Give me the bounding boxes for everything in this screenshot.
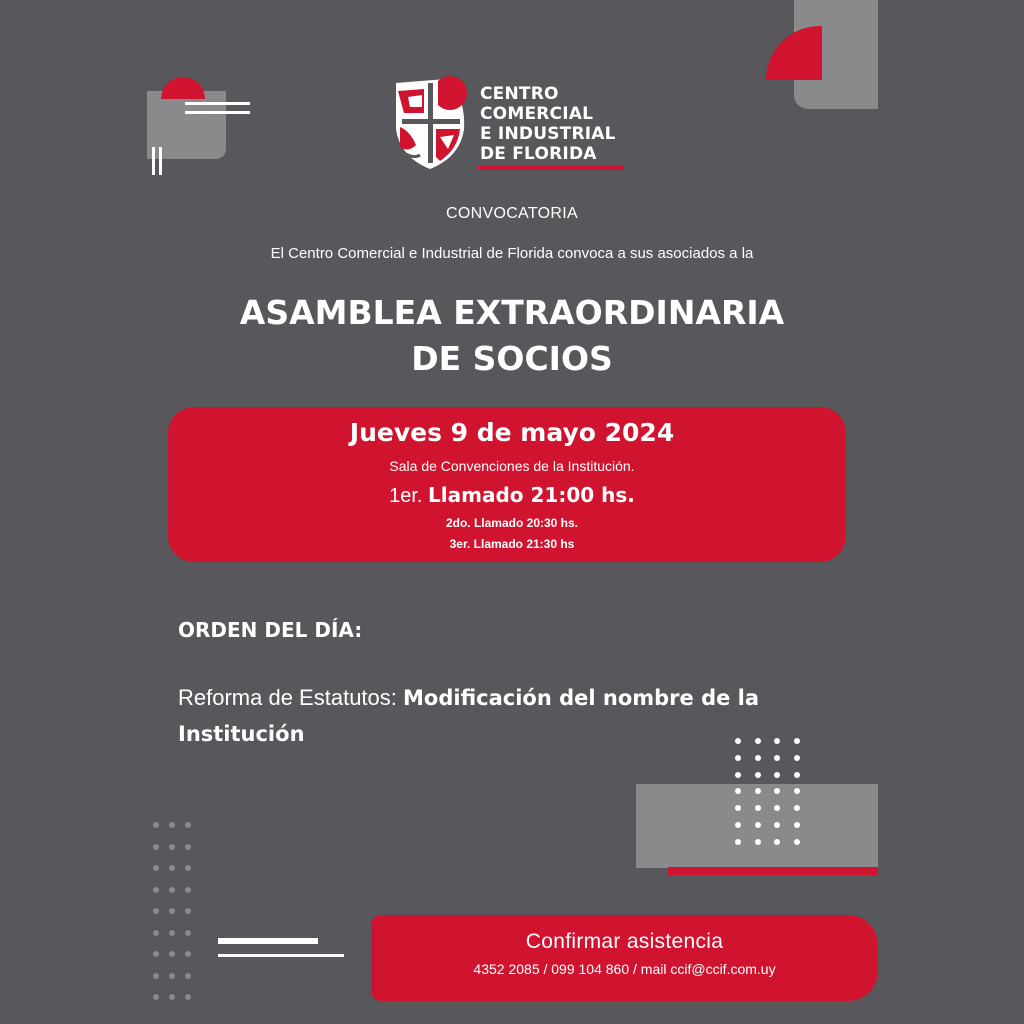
logo-line: CENTRO <box>480 84 559 104</box>
page-title <box>0 290 1024 382</box>
event-date: Jueves 9 de mayo 2024 <box>349 418 675 447</box>
decorative-dot <box>153 908 159 914</box>
decorative-dot <box>185 844 191 850</box>
decorative-dot <box>794 805 800 811</box>
decorative-red-semicircle <box>161 77 205 99</box>
decorative-dot <box>755 822 761 828</box>
decorative-dot <box>735 822 741 828</box>
decorative-dot <box>169 930 175 936</box>
decorative-dot <box>153 865 159 871</box>
logo-emblem-icon <box>390 73 470 171</box>
decorative-dot <box>169 865 175 871</box>
decorative-dot-grid <box>735 738 813 856</box>
decorative-dot <box>735 772 741 778</box>
confirm-attendance-title: Confirmar asistencia <box>525 930 724 953</box>
decorative-dot <box>153 930 159 936</box>
decorative-dot <box>774 738 780 744</box>
decorative-dot <box>774 788 780 794</box>
first-call-prefix: 1er. <box>389 485 423 507</box>
decorative-line <box>218 954 344 957</box>
decorative-dot <box>794 822 800 828</box>
decorative-red-quarter-circle <box>766 26 822 80</box>
decorative-dot <box>774 805 780 811</box>
decorative-dot <box>774 822 780 828</box>
decorative-dot <box>185 930 191 936</box>
decorative-dot <box>153 973 159 979</box>
decorative-dot <box>794 788 800 794</box>
decorative-dot <box>735 755 741 761</box>
decorative-dot <box>794 772 800 778</box>
decorative-dot <box>169 887 175 893</box>
decorative-dot <box>755 738 761 744</box>
decorative-dot <box>185 822 191 828</box>
decorative-dot <box>794 839 800 845</box>
first-call-time: Llamado 21:00 hs. <box>428 483 635 507</box>
decorative-dot <box>755 788 761 794</box>
decorative-dot <box>774 772 780 778</box>
decorative-dot <box>169 822 175 828</box>
agenda-item-detail: Modificación del nombre de la Institución <box>178 686 760 746</box>
decorative-dot <box>794 738 800 744</box>
contact-info: 4352 2085 / 099 104 860 / mail ccif@ccif.com.uy <box>473 961 776 977</box>
decorative-dot <box>774 755 780 761</box>
logo-wordmark <box>480 84 616 164</box>
decorative-dot <box>169 844 175 850</box>
decorative-dot <box>169 951 175 957</box>
confirm-attendance-box <box>371 915 878 1001</box>
agenda-heading: ORDEN DEL DÍA: <box>178 618 363 642</box>
logo-line: COMERCIAL <box>480 104 594 124</box>
decorative-dot <box>153 844 159 850</box>
decorative-line <box>185 111 250 114</box>
decorative-dot <box>755 755 761 761</box>
decorative-dot <box>185 973 191 979</box>
agenda-item-prefix: Reforma de Estatutos: <box>178 685 397 710</box>
title-line: DE SOCIOS <box>411 339 613 378</box>
decorative-dot <box>755 772 761 778</box>
decorative-dot-grid <box>153 822 201 1016</box>
third-call: 3er. Llamado 21:30 hs <box>449 537 575 551</box>
decorative-line <box>185 102 250 105</box>
decorative-dot <box>185 887 191 893</box>
decorative-dot <box>735 788 741 794</box>
first-call <box>0 483 1024 508</box>
decorative-line <box>159 147 162 175</box>
decorative-dot <box>153 887 159 893</box>
event-venue: Sala de Convenciones de la Institución. <box>389 458 635 474</box>
decorative-dot <box>185 951 191 957</box>
decorative-dot <box>153 994 159 1000</box>
agenda-item <box>178 680 798 752</box>
decorative-dot <box>735 839 741 845</box>
decorative-dot <box>169 994 175 1000</box>
second-call: 2do. Llamado 20:30 hs. <box>445 516 579 530</box>
title-line: ASAMBLEA EXTRAORDINARIA <box>239 293 785 332</box>
logo-line: DE FLORIDA <box>480 144 597 164</box>
decorative-dot <box>169 908 175 914</box>
decorative-dot <box>153 822 159 828</box>
decorative-red-bar <box>668 867 878 875</box>
convocatoria-label: CONVOCATORIA <box>446 205 578 222</box>
decorative-dot <box>153 951 159 957</box>
decorative-dot <box>774 839 780 845</box>
decorative-dot <box>185 994 191 1000</box>
decorative-dot <box>735 738 741 744</box>
decorative-dot <box>735 805 741 811</box>
logo-line: E INDUSTRIAL <box>480 124 616 144</box>
decorative-line <box>152 147 155 175</box>
decorative-dot <box>794 755 800 761</box>
decorative-dot <box>185 865 191 871</box>
logo-underline <box>478 166 624 170</box>
decorative-line <box>218 938 318 944</box>
decorative-dot <box>755 805 761 811</box>
decorative-dot <box>185 908 191 914</box>
intro-text: El Centro Comercial e Industrial de Florida convoca a sus asociados a la <box>270 245 754 262</box>
decorative-dot <box>755 839 761 845</box>
decorative-dot <box>169 973 175 979</box>
